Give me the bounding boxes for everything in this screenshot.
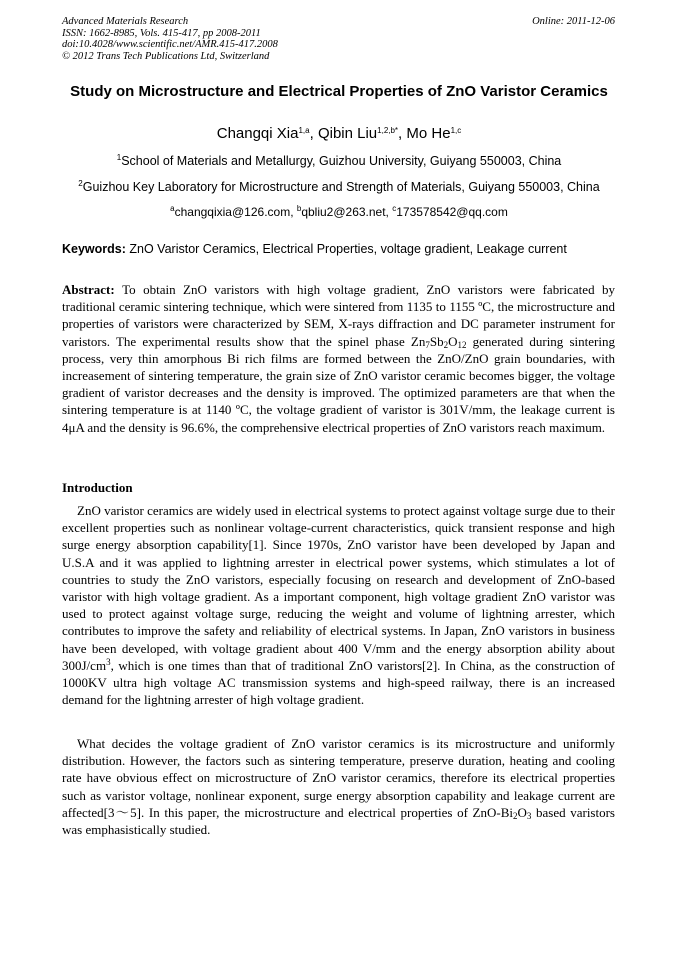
intro-paragraph-2 — [62, 735, 615, 838]
paragraph-text: ZnO varistor ceramics are widely used in electrical systems to protect against voltage surge due to their excellent properties such as nonlinear voltage-current characteristics, quick transient response and high surge energy absorption capability[1]. Since 1970s, ZnO varistor have been developed by Japan and U.S.A and it was applied to lightning arrester in electrical power systems, which stimulates a lot of countries to study the ZnO varistors, especially focusing on research and development of ZnO-based varistor with high voltage gradient. As a important component, high voltage gradient ZnO varistor was used to protect against voltage surge, reducing the weight and volume of lightning arrester, which contributes to improve the safety and reliability of electrical systems. In Japan, ZnO varistors in business have been developed, with voltage gradient about 400 V/mm and the energy absorption ability about 300J/cm — [62, 503, 615, 673]
author-separator: , — [398, 125, 407, 142]
author-name: Mo He — [406, 125, 451, 142]
keywords-text: ZnO Varistor Ceramics, Electrical Properties, voltage gradient, Leakage current — [129, 242, 567, 256]
paragraph-text: , which is one times than that of traditional ZnO varistors[2]. In China, as the construction of 1000KV ultra high voltage AC transmission systems and high-speed railway, there is an increased demand for the lightning arrester of high voltage gradient. — [62, 657, 615, 708]
email-sup: b — [296, 204, 302, 213]
affiliation-2 — [62, 180, 616, 195]
keywords-label: Keywords: — [62, 242, 130, 256]
formula-sub: 12 — [457, 339, 467, 350]
author-sup: 1,2,b* — [377, 126, 399, 135]
formula-text: O — [517, 804, 527, 820]
formula-sub: 7 — [425, 339, 430, 350]
affiliation-text: Guizhou Key Laboratory for Microstructure and Strength of Materials, Guiyang 550003, China — [82, 180, 600, 194]
formula-sub: 2 — [513, 810, 518, 821]
author-line — [62, 125, 616, 143]
author-name: Qibin Liu — [317, 125, 378, 142]
abstract-text: generated during sintering process, very thin amorphous Bi rich films are formed between the ZnO/ZnO grain boundaries, with increasement of sintering temperature, the grain size of ZnO varistor ceramic becomes bigger, the voltage gradient of varistor decreases and the density is improved. The optimized parameters are that when the sintering temperature is at 1140 ºC, the voltage gradient of varistor is 301V/mm, the leakage current is 4μA and the density is 96.6%, the comprehensive electrical properties of ZnO varistors reach maximum. — [62, 333, 615, 435]
intro-paragraph-1 — [62, 502, 615, 708]
online-date: Online: 2011-12-06 — [532, 16, 615, 27]
journal-name: Advanced Materials Research — [62, 16, 189, 27]
affiliation-sup: 1 — [116, 153, 122, 162]
formula-sub: 3 — [526, 810, 532, 821]
paragraph-text: What decides the voltage gradient of ZnO varistor ceramics is its microstructure and uniformly distribution. However, the factors such as sintering temperature, preserve duration, heating and cooling rate have obvious effect on microstructure of ZnO varistor ceramics, therefore its electrical properties such as varistor voltage, nonlinear exponent, surge energy absorption capability and leakage current are affected[3～5]. In this paper, the microstructure and electrical properties of ZnO-Bi — [62, 736, 615, 820]
email-link[interactable]: qbliu2@263.net, — [301, 205, 393, 219]
abstract-label: Abstract: — [62, 282, 123, 297]
author-sup: 1,c — [450, 126, 462, 135]
email-sup: c — [392, 204, 397, 213]
email-link[interactable]: 173578542@qq.com — [396, 205, 508, 219]
abstract-text: To obtain ZnO varistors with high voltage gradient, ZnO varistors were fabricated by traditional ceramic sintering technique, which were sintered from 1135 to 1155 ºC, the microstructure and properties of varistors were characterized by SEM, X-rays diffraction and DC parameter instrument for varistors. The experimental results show that the spinel phase Zn — [62, 282, 615, 349]
formula-text: Sb — [429, 333, 444, 349]
formula-text: O — [448, 333, 458, 349]
section-heading: Introduction — [62, 480, 133, 495]
email-sup: a — [170, 204, 175, 213]
email-line — [62, 205, 616, 220]
author-separator: , — [309, 125, 318, 142]
keywords — [62, 242, 616, 257]
author-sup: 1,a — [298, 126, 310, 135]
unit-sup: 3 — [106, 656, 111, 667]
author-name: Changqi Xia — [216, 125, 299, 142]
affiliation-sup: 2 — [78, 179, 83, 188]
doi-line: doi:10.4028/www.scientific.net/AMR.415-417.2008 — [62, 39, 278, 50]
formula-sub: 2 — [443, 339, 449, 350]
abstract — [62, 281, 615, 436]
copyright-line: © 2012 Trans Tech Publications Ltd, Switzerland — [62, 50, 270, 62]
issn-line: ISSN: 1662-8985, Vols. 415-417, pp 2008-2011 — [62, 27, 261, 39]
paragraph-text: based varistors was emphasistically studied. — [62, 804, 615, 838]
affiliation-1 — [62, 154, 616, 169]
affiliation-text: School of Materials and Metallurgy, Guizhou University, Guiyang 550003, China — [121, 154, 562, 168]
email-link[interactable]: changqixia@126.com, — [174, 205, 297, 219]
journal-header — [62, 16, 278, 62]
paper-title: Study on Microstructure and Electrical Properties of ZnO Varistor Ceramics — [70, 83, 608, 100]
